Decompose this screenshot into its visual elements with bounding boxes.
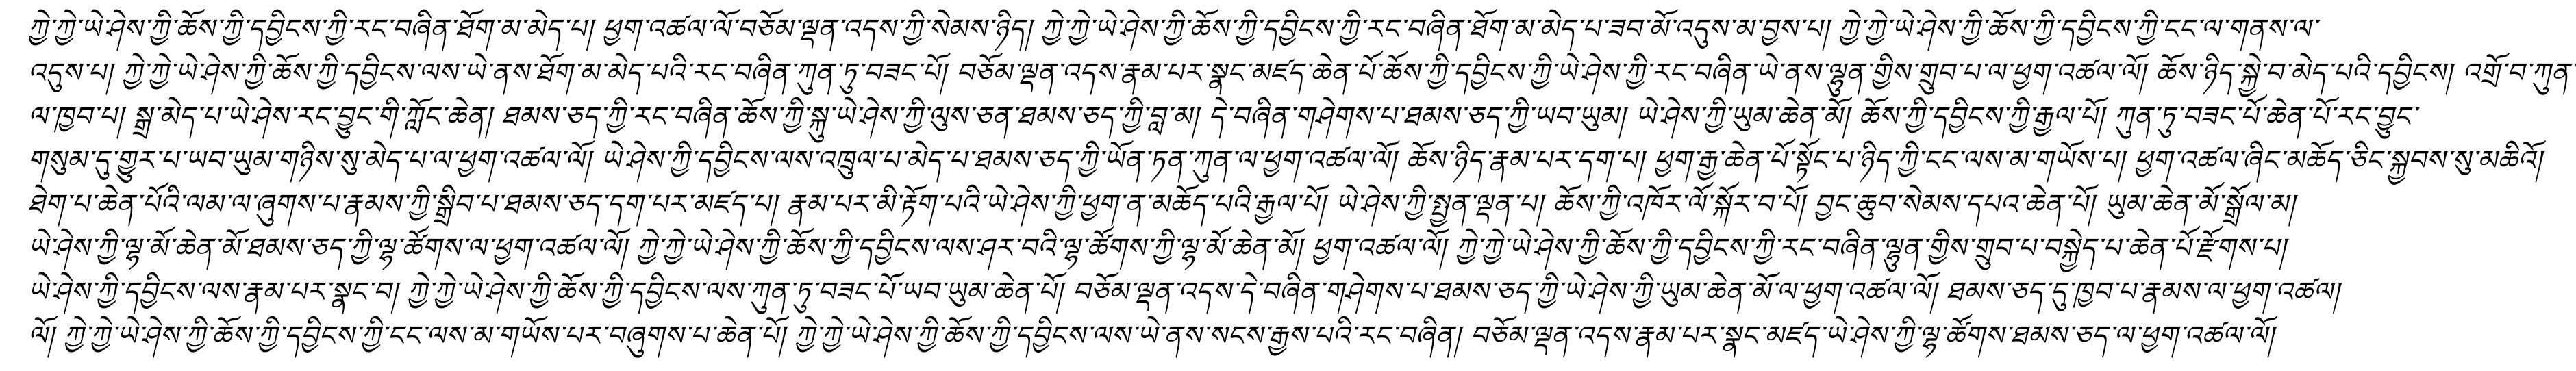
manuscript-line-6: ཡེ་ཤེས་ཀྱི་ལྷ་མོ་ཆེན་མོ་ཐམས་ཅད་ཀྱི་ལྷ་ཚོགས་ལ་ཕྱག་འཚལ་ལོ། ཀྱེ་ཀྱེ་ཡེ་ཤེས་ཀྱི་ཆོས་ཀྱི་དབྱིངས་ལས་ཤར་བའི་ལྷ་ཚོགས་ཀྱི་ལྷ་མོ་ཆེན་མོ། ཕྱག་འཚལ་ལོ། ཀྱེ་ཀྱེ་ཡེ་ཤེས་ཀྱི་ཆོས་ཀྱི་དབྱིངས་ཀྱི་རང་བཞིན་ལྷུན་གྱིས་གྲུབ་པ་བསྐྱེད་པ་ཆེན་པོ་རྫོགས་པ། — [27, 233, 2286, 264]
manuscript-line-7: ཡེ་ཤེས་ཀྱི་དབྱིངས་ལས་རྣམ་པར་སྣང་བ། ཀྱེ་ཀྱེ་ཡེ་ཤེས་ཀྱི་ཆོས་ཀྱི་དབྱིངས་ལས་ཀུན་ཏུ་བཟང་པོ་ཡབ་ཡུམ་ཆེན་པོ། བཅོམ་ལྡན་འདས་དེ་བཞིན་གཤེགས་པ་ཐམས་ཅད་ཀྱི་ཡེ་ཤེས་ཀྱི་ཡུམ་ཆེན་མོ་ལ་ཕྱག་འཚལ་ལོ། ཐམས་ཅད་དུ་ཁྱབ་པ་རྣམས་ལ་ཕྱག་འཚལ། — [27, 277, 2340, 308]
manuscript-line-5: ཐེག་པ་ཆེན་པོའི་ལམ་ལ་ཞུགས་པ་རྣམས་ཀྱི་སྒྲིབ་པ་ཐམས་ཅད་དག་པར་མཛད་པ། རྣམ་པར་མི་རྟོག་པའི་ཡེ་ཤེས་ཀྱི་ཕྱག་ན་མཆོད་པའི་རྒྱལ་པོ། ཡེ་ཤེས་ཀྱི་སྤྱན་ལྡན་པ། ཆོས་ཀྱི་འཁོར་ལོ་སྐོར་བ་པོ། བྱང་ཆུབ་སེམས་དཔའ་ཆེན་པོ། ཡུམ་ཆེན་མོ་སྒྲོལ་མ། — [27, 189, 2295, 220]
manuscript-text-block — [27, 8, 2576, 363]
manuscript-line-3: ལ་ཁྱབ་པ། སྒྲ་མེད་པ་ཡེ་ཤེས་རང་བྱུང་གི་ཀློང་ཆེན། ཐམས་ཅད་ཀྱི་རང་བཞིན་ཆོས་ཀྱི་སྐུ་ཡེ་ཤེས་ཀྱི་ལུས་ཅན་ཐམས་ཅད་ཀྱི་བླ་མ། དེ་བཞིན་གཤེགས་པ་ཐམས་ཅད་ཀྱི་ཡབ་ཡུམ། ཡེ་ཤེས་ཀྱི་ཡུམ་ཆེན་མོ། ཆོས་ཀྱི་དབྱིངས་ཀྱི་རྒྱལ་པོ། ཀུན་ཏུ་བཟང་པོ་ཆེན་པོ་རང་བྱུང་ — [27, 101, 2417, 133]
manuscript-line-1: ཀྱེ་ཀྱེ་ཡེ་ཤེས་ཀྱི་ཆོས་ཀྱི་དབྱིངས་ཀྱི་རང་བཞིན་ཐོག་མ་མེད་པ། ཕྱག་འཚལ་ལོ་བཅོམ་ལྡན་འདས་ཀྱི་སེམས་ཉིད། ཀྱེ་ཀྱེ་ཡེ་ཤེས་ཀྱི་ཆོས་ཀྱི་དབྱིངས་ཀྱི་རང་བཞིན་ཐོག་མ་མེད་པ་ཟབ་མོ་འདུས་མ་བྱས་པ། ཀྱེ་ཀྱེ་ཡེ་ཤེས་ཀྱི་ཆོས་ཀྱི་དབྱིངས་ཀྱི་ངང་ལ་གནས་ལ་ — [27, 14, 2317, 45]
manuscript-line-8: ལོ། ཀྱེ་ཀྱེ་ཡེ་ཤེས་ཀྱི་ཆོས་ཀྱི་དབྱིངས་ཀྱི་ངང་ལས་མ་གཡོས་པར་བཞུགས་པ་ཆེན་པོ། ཀྱེ་ཀྱེ་ཡེ་ཤེས་ཀྱི་ཆོས་ཀྱི་དབྱིངས་ལས་ཡེ་ནས་སངས་རྒྱས་པའི་རང་བཞིན། བཅོམ་ལྡན་འདས་རྣམ་པར་སྣང་མཛད་ཡེ་ཤེས་ཀྱི་ལྷ་ཚོགས་ཐམས་ཅད་ལ་ཕྱག་འཚལ་ལོ། — [27, 320, 2275, 352]
manuscript-line-2: འདུས་པ། ཀྱེ་ཀྱེ་ཡེ་ཤེས་ཀྱི་ཆོས་ཀྱི་དབྱིངས་ལས་ཡེ་ནས་ཐོག་མ་མེད་པའི་རང་བཞིན་ཀུན་ཏུ་བཟང་པོ། བཅོམ་ལྡན་འདས་རྣམ་པར་སྣང་མཛད་ཆེན་པོ་ཆོས་ཀྱི་དབྱིངས་ཀྱི་ཡེ་ཤེས་ཀྱི་རང་བཞིན་ཡེ་ནས་ལྷུན་གྱིས་གྲུབ་པ་ལ་ཕྱག་འཚལ་ལོ། ཆོས་ཉིད་སྐྱེ་བ་མེད་པའི་དབྱིངས། འགྲོ་བ་ཀུན་ — [27, 57, 2576, 89]
manuscript-line-4: གསུམ་དུ་གྱུར་པ་ཡབ་ཡུམ་གཉིས་སུ་མེད་པ་ལ་ཕྱག་འཚལ་ལོ། ཡེ་ཤེས་ཀྱི་དབྱིངས་ལས་འཁྲུལ་པ་མེད་པ་ཐམས་ཅད་ཀྱི་ཡོན་ཏན་ཀུན་ལ་ཕྱག་འཚལ་ལོ། ཆོས་ཉིད་རྣམ་པར་དག་པ། ཕྱག་རྒྱ་ཆེན་པོ་སྟོང་པ་ཉིད་ཀྱི་ངང་ལས་མ་གཡོས་པ། ཕྱག་འཚལ་ཞིང་མཆོད་ཅིང་སྐྱབས་སུ་མཆིའོ། — [27, 145, 2542, 177]
